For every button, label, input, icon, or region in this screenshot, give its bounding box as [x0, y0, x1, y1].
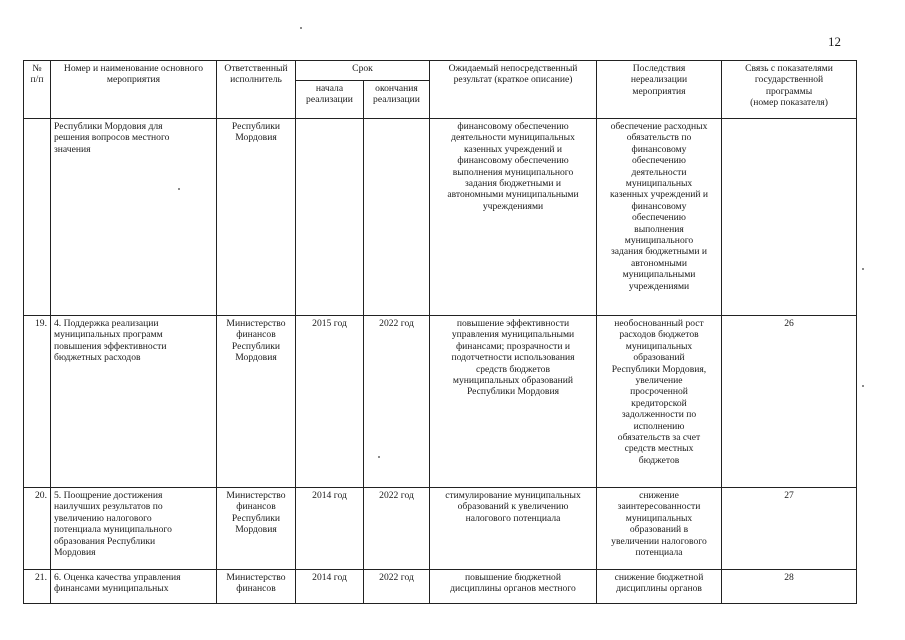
row-end — [364, 119, 430, 316]
header-link: Связь с показателями государственной программы (номер показателя) — [722, 61, 857, 119]
row-link: 28 — [722, 570, 857, 604]
row-name: 4. Поддержка реализации муниципальных программ повышения эффективности бюджетных расходов — [51, 316, 217, 488]
table-row — [24, 570, 857, 604]
row-start — [296, 119, 364, 316]
table-row — [24, 119, 857, 316]
row-num: 20. — [24, 488, 51, 570]
row-consequences: снижение бюджетной дисциплины органов — [597, 570, 722, 604]
row-start: 2014 год — [296, 570, 364, 604]
row-name: 5. Поощрение достижения наилучших результатов по увеличению налогового потенциала муниципального образования Республики Мордовия — [51, 488, 217, 570]
row-name: Республики Мордовия для решения вопросов местного значения — [51, 119, 217, 316]
header-term-end: окончания реализации — [364, 81, 430, 119]
row-num: 19. — [24, 316, 51, 488]
scan-speck — [862, 385, 864, 387]
row-end: 2022 год — [364, 316, 430, 488]
row-result: повышение бюджетной дисциплины органов местного — [430, 570, 597, 604]
header-term-start: начала реализации — [296, 81, 364, 119]
row-executor: Министерство финансов — [217, 570, 296, 604]
row-start: 2014 год — [296, 488, 364, 570]
row-executor: Министерство финансов Республики Мордовия — [217, 316, 296, 488]
row-num — [24, 119, 51, 316]
header-name: Номер и наименование основного мероприятия — [51, 61, 217, 119]
scan-speck — [378, 456, 380, 458]
row-executor: Республики Мордовия — [217, 119, 296, 316]
row-link: 27 — [722, 488, 857, 570]
header-consequences: Последствия нереализации мероприятия — [597, 61, 722, 119]
header-term: Срок — [296, 61, 430, 81]
row-result: повышение эффективности управления муниципальными финансами; прозрачности и подотчетности использования средств бюджетов муниципальных образований Республики Мордовия — [430, 316, 597, 488]
row-result: финансовому обеспечению деятельности муниципальных казенных учреждений и финансовому обеспечению выполнения муниципального задания бюджетными и автономными муниципальными учреждениями — [430, 119, 597, 316]
table-row — [24, 316, 857, 488]
program-measures-table — [23, 60, 857, 604]
table-row — [24, 488, 857, 570]
row-end: 2022 год — [364, 570, 430, 604]
row-end: 2022 год — [364, 488, 430, 570]
header-executor: Ответственный исполнитель — [217, 61, 296, 119]
scan-speck — [862, 268, 864, 270]
row-result: стимулирование муниципальных образований к увеличению налогового потенциала — [430, 488, 597, 570]
row-link — [722, 119, 857, 316]
row-consequences: снижение заинтересованности муниципальных образований в увеличении налогового потенциала — [597, 488, 722, 570]
header-result: Ожидаемый непосредственный результат (краткое описание) — [430, 61, 597, 119]
row-consequences: необоснованный рост расходов бюджетов муниципальных образований Республики Мордовия, увеличение просроченной кредиторской задолженности по исполнению обязательств за счет средств местных бюджетов — [597, 316, 722, 488]
header-num: № п/п — [24, 61, 51, 119]
row-start: 2015 год — [296, 316, 364, 488]
scan-speck — [178, 188, 180, 190]
page-number: 12 — [828, 34, 841, 49]
scan-speck — [300, 27, 302, 29]
row-link: 26 — [722, 316, 857, 488]
row-name: 6. Оценка качества управления финансами муниципальных — [51, 570, 217, 604]
row-executor: Министерство финансов Республики Мордовия — [217, 488, 296, 570]
row-num: 21. — [24, 570, 51, 604]
row-consequences: обеспечение расходных обязательств по финансовому обеспечению деятельности муниципальных казенных учреждений и финансовому обеспечению выполнения муниципального задания бюджетными и автономными муниципальными учреждениями — [597, 119, 722, 316]
